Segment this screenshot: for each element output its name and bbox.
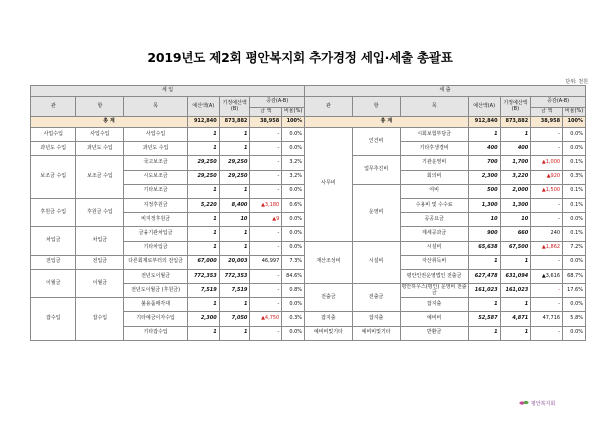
rev-b: 7,050 — [219, 312, 250, 326]
exp-b: 1,300 — [500, 198, 531, 212]
rev-d: ▲4,750 — [250, 312, 282, 326]
revenue-header: 세 입 — [31, 86, 305, 97]
exp-r: 0.1% — [563, 198, 586, 212]
rev-hang: 후원금 수입 — [76, 198, 124, 226]
rev-d: - — [250, 241, 282, 255]
exp-d: - — [531, 298, 563, 312]
exp-mok: 시설비 — [400, 241, 468, 255]
rev-hang: 보조금 수입 — [76, 156, 124, 199]
rev-r: 0.3% — [282, 312, 305, 326]
exp-mok: 잡지출 — [400, 298, 468, 312]
exp-gwan: 전출금 — [305, 284, 353, 312]
exp-r: 0.1% — [563, 184, 586, 198]
exp-r: 0.0% — [563, 128, 586, 142]
rev-b: 29,250 — [219, 170, 250, 184]
exp-mok-header: 목 — [400, 97, 468, 117]
rev-b: 1 — [219, 184, 250, 198]
rev-hang: 잡수입 — [76, 298, 124, 341]
rev-b: 29,250 — [219, 156, 250, 170]
exp-a: 700 — [468, 156, 500, 170]
rev-mok-header: 목 — [124, 97, 188, 117]
rev-d: - — [250, 326, 282, 340]
rev-a: 1 — [187, 213, 219, 227]
exp-a: 161,023 — [468, 284, 500, 298]
rev-a: 1 — [187, 184, 219, 198]
rev-gwan: 보조금 수입 — [31, 156, 76, 199]
rev-r: 7.3% — [282, 255, 305, 269]
rev-d: - — [250, 298, 282, 312]
exp-mok: 제세공과금 — [400, 227, 468, 241]
rev-a: 2,300 — [187, 312, 219, 326]
rev-d: - — [250, 128, 282, 142]
exp-mok: 기관운영비 — [400, 156, 468, 170]
rev-b: 1 — [219, 298, 250, 312]
exp-a: 52,587 — [468, 312, 500, 326]
unit-label: 단위: 천원 — [565, 79, 588, 85]
exp-b: 1 — [500, 255, 531, 269]
rev-d: - — [250, 184, 282, 198]
exp-a: 627,478 — [468, 269, 500, 283]
table-row — [31, 128, 586, 142]
exp-b: 10 — [500, 213, 531, 227]
rev-d: - — [250, 227, 282, 241]
rev-hang-header: 항 — [76, 97, 124, 117]
rev-mok: 전년도이월금 (후원금) — [124, 284, 188, 298]
rev-b: 10 — [219, 213, 250, 227]
rev-r: 0.0% — [282, 298, 305, 312]
exp-d: - — [531, 198, 563, 212]
rev-budget-header: 예산액(A) — [187, 97, 219, 117]
rev-mok: 비지정후원금 — [124, 213, 188, 227]
rev-total-b: 873,882 — [219, 117, 250, 128]
exp-mok: 회의비 — [400, 170, 468, 184]
exp-mok: 평안하우스(평인) 운영비 전출금 — [400, 284, 468, 298]
rev-d: - — [250, 156, 282, 170]
exp-d: ▲3,616 — [531, 269, 563, 283]
exp-r: 0.0% — [563, 213, 586, 227]
exp-gwan: 사무비 — [305, 128, 353, 242]
exp-hang: 전출금 — [352, 284, 400, 312]
rev-a: 1 — [187, 326, 219, 340]
exp-a: 2,300 — [468, 170, 500, 184]
rev-total-r: 100% — [282, 117, 305, 128]
exp-b: 1 — [500, 298, 531, 312]
rev-mok: 시도보조금 — [124, 170, 188, 184]
exp-a: 400 — [468, 142, 500, 156]
rev-r: 0.6% — [282, 198, 305, 212]
rev-mok: 기타보조금 — [124, 184, 188, 198]
rev-b: 20,003 — [219, 255, 250, 269]
exp-a: 65,638 — [468, 241, 500, 255]
rev-mok: 사업수입 — [124, 128, 188, 142]
exp-r: 68.7% — [563, 269, 586, 283]
rev-d: - — [250, 170, 282, 184]
rev-mok: 전년도이월금 — [124, 269, 188, 283]
rev-total-label: 총 계 — [31, 117, 188, 128]
exp-d: - — [531, 128, 563, 142]
exp-d: 240 — [531, 227, 563, 241]
rev-gwan: 사업수입 — [31, 128, 76, 142]
exp-hang-header: 항 — [352, 97, 400, 117]
rev-hang: 과년도 수입 — [76, 142, 124, 156]
rev-b: 8,400 — [219, 198, 250, 212]
exp-r: 0.0% — [563, 326, 586, 340]
rev-r: 0.8% — [282, 284, 305, 298]
rev-mok: 기타예금이자수입 — [124, 312, 188, 326]
exp-b: 161,023 — [500, 284, 531, 298]
leaf-logo-icon — [519, 399, 529, 407]
rev-b: 1 — [219, 142, 250, 156]
exp-a: 1,300 — [468, 198, 500, 212]
exp-d: ▲920 — [531, 170, 563, 184]
rev-r: 0.0% — [282, 326, 305, 340]
exp-total-label: 총 계 — [305, 117, 469, 128]
page-title: 2019년도 제2회 평안복지회 추가경정 세입·세출 총괄표 — [147, 50, 453, 65]
exp-a: 1 — [468, 326, 500, 340]
exp-total-d: 38,958 — [531, 117, 563, 128]
exp-mok: 자산취득비 — [400, 255, 468, 269]
rev-b: 1 — [219, 227, 250, 241]
rev-r: 0.0% — [282, 227, 305, 241]
rev-d: 46,997 — [250, 255, 282, 269]
rev-mok: 과년도 수입 — [124, 142, 188, 156]
exp-total-b: 873,882 — [500, 117, 531, 128]
exp-d: - — [531, 284, 563, 298]
exp-total-a: 912,840 — [468, 117, 500, 128]
rev-b: 1 — [219, 326, 250, 340]
rev-hang: 사업수입 — [76, 128, 124, 142]
rev-r: 0.0% — [282, 128, 305, 142]
exp-r: 0.1% — [563, 156, 586, 170]
exp-mok: 공공요금 — [400, 213, 468, 227]
exp-d: - — [531, 213, 563, 227]
exp-r: 7.2% — [563, 241, 586, 255]
rev-d: ▲3,180 — [250, 198, 282, 212]
exp-a: 1 — [468, 255, 500, 269]
rev-mok: 국고보조금 — [124, 156, 188, 170]
exp-mok: 여비 — [400, 184, 468, 198]
exp-b: 660 — [500, 227, 531, 241]
rev-a: 67,000 — [187, 255, 219, 269]
rev-mok: 다른회계로부터의 전입금 — [124, 255, 188, 269]
exp-hang: 시설비 — [352, 241, 400, 284]
exp-d: ▲1,500 — [531, 184, 563, 198]
rev-gwan-header: 관 — [31, 97, 76, 117]
rev-gwan: 잡수입 — [31, 298, 76, 341]
rev-total-a: 912,840 — [187, 117, 219, 128]
rev-r: 3.2% — [282, 156, 305, 170]
rev-a: 1 — [187, 298, 219, 312]
exp-r: 0.3% — [563, 170, 586, 184]
rev-gwan: 과년도 수입 — [31, 142, 76, 156]
exp-b: 1,700 — [500, 156, 531, 170]
exp-r: 5.8% — [563, 312, 586, 326]
exp-gwan: 잡지출 — [305, 312, 353, 326]
exp-r: 0.1% — [563, 227, 586, 241]
rev-a: 1 — [187, 227, 219, 241]
exp-d: ▲1,000 — [531, 156, 563, 170]
exp-hang: 운영비 — [352, 184, 400, 241]
rev-r: 3.2% — [282, 170, 305, 184]
rev-a: 29,250 — [187, 156, 219, 170]
rev-b: 7,519 — [219, 284, 250, 298]
exp-hang: 인건비 — [352, 128, 400, 156]
rev-gwan: 차입금 — [31, 227, 76, 255]
expense-header: 세 출 — [305, 86, 586, 97]
rev-a: 1 — [187, 241, 219, 255]
rev-mok: 기타차입금 — [124, 241, 188, 255]
exp-total-r: 100% — [563, 117, 586, 128]
exp-d: - — [531, 255, 563, 269]
rev-r: 0.0% — [282, 241, 305, 255]
exp-b: 4,871 — [500, 312, 531, 326]
total-row — [31, 117, 586, 128]
rev-a: 772,353 — [187, 269, 219, 283]
exp-mok: 반환금 — [400, 326, 468, 340]
rev-r: 0.0% — [282, 184, 305, 198]
rev-d: - — [250, 269, 282, 283]
exp-a: 10 — [468, 213, 500, 227]
rev-b: 772,353 — [219, 269, 250, 283]
exp-b: 2,000 — [500, 184, 531, 198]
exp-r: 0.0% — [563, 255, 586, 269]
rev-a: 29,250 — [187, 170, 219, 184]
exp-mok: 시회보험부담금 — [400, 128, 468, 142]
rev-gwan: 후원금 수입 — [31, 198, 76, 226]
rev-a: 7,519 — [187, 284, 219, 298]
exp-prev-budget-header: 기정예산액(B) — [500, 97, 531, 117]
exp-d: 47,716 — [531, 312, 563, 326]
exp-b: 400 — [500, 142, 531, 156]
exp-b: 631,094 — [500, 269, 531, 283]
rev-hang: 이월금 — [76, 269, 124, 297]
exp-mok: 예비비 — [400, 312, 468, 326]
rev-d: - — [250, 284, 282, 298]
exp-d: - — [531, 326, 563, 340]
rev-total-d: 38,958 — [250, 117, 282, 128]
rev-a: 1 — [187, 128, 219, 142]
rev-gwan: 이월금 — [31, 269, 76, 297]
exp-r: 0.0% — [563, 298, 586, 312]
exp-a: 1 — [468, 128, 500, 142]
exp-gwan: 재산조성비 — [305, 241, 353, 284]
rev-d: - — [250, 142, 282, 156]
rev-r: 0.0% — [282, 142, 305, 156]
rev-mok: 불용품매각대 — [124, 298, 188, 312]
budget-table — [30, 85, 586, 341]
exp-a: 1 — [468, 298, 500, 312]
exp-hang: 업무추진비 — [352, 156, 400, 184]
rev-mok: 금융기관차입금 — [124, 227, 188, 241]
rev-amount-header: 금 액 — [250, 108, 282, 117]
exp-budget-header: 예산액(A) — [468, 97, 500, 117]
exp-change-header: 증감(A-B) — [531, 97, 586, 108]
exp-mok: 기타후생경비 — [400, 142, 468, 156]
rev-mok: 기타잡수입 — [124, 326, 188, 340]
exp-d: - — [531, 142, 563, 156]
rev-d: ▲9 — [250, 213, 282, 227]
exp-r: 0.0% — [563, 142, 586, 156]
exp-mok: 평안인권운영법인 전출금 — [400, 269, 468, 283]
rev-hang: 전입금 — [76, 255, 124, 269]
rev-a: 1 — [187, 142, 219, 156]
organization-logo — [519, 399, 555, 407]
rev-mok: 지정후원금 — [124, 198, 188, 212]
rev-gwan: 전입금 — [31, 255, 76, 269]
rev-ratio-header: 비율(%) — [282, 108, 305, 117]
rev-a: 5,220 — [187, 198, 219, 212]
exp-a: 500 — [468, 184, 500, 198]
exp-b: 67,500 — [500, 241, 531, 255]
exp-b: 1 — [500, 326, 531, 340]
rev-b: 1 — [219, 128, 250, 142]
rev-r: 0.0% — [282, 213, 305, 227]
exp-b: 3,220 — [500, 170, 531, 184]
exp-r: 17.6% — [563, 284, 586, 298]
exp-d: ▲1,862 — [531, 241, 563, 255]
rev-change-header: 증감(A-B) — [250, 97, 305, 108]
exp-hang: 예비비및기타 — [352, 326, 400, 340]
rev-b: 1 — [219, 241, 250, 255]
exp-gwan-header: 관 — [305, 97, 353, 117]
exp-hang: 잡지출 — [352, 312, 400, 326]
logo-text: 평안복지회 — [531, 400, 556, 407]
exp-ratio-header: 비율(%) — [563, 108, 586, 117]
exp-mok: 수용비 및 수수료 — [400, 198, 468, 212]
exp-a: 900 — [468, 227, 500, 241]
rev-r: 84.6% — [282, 269, 305, 283]
rev-hang: 차입금 — [76, 227, 124, 255]
rev-prev-budget-header: 기정예산액(B) — [219, 97, 250, 117]
exp-b: 1 — [500, 128, 531, 142]
exp-gwan: 예비비및기타 — [305, 326, 353, 340]
exp-amount-header: 금 액 — [531, 108, 563, 117]
